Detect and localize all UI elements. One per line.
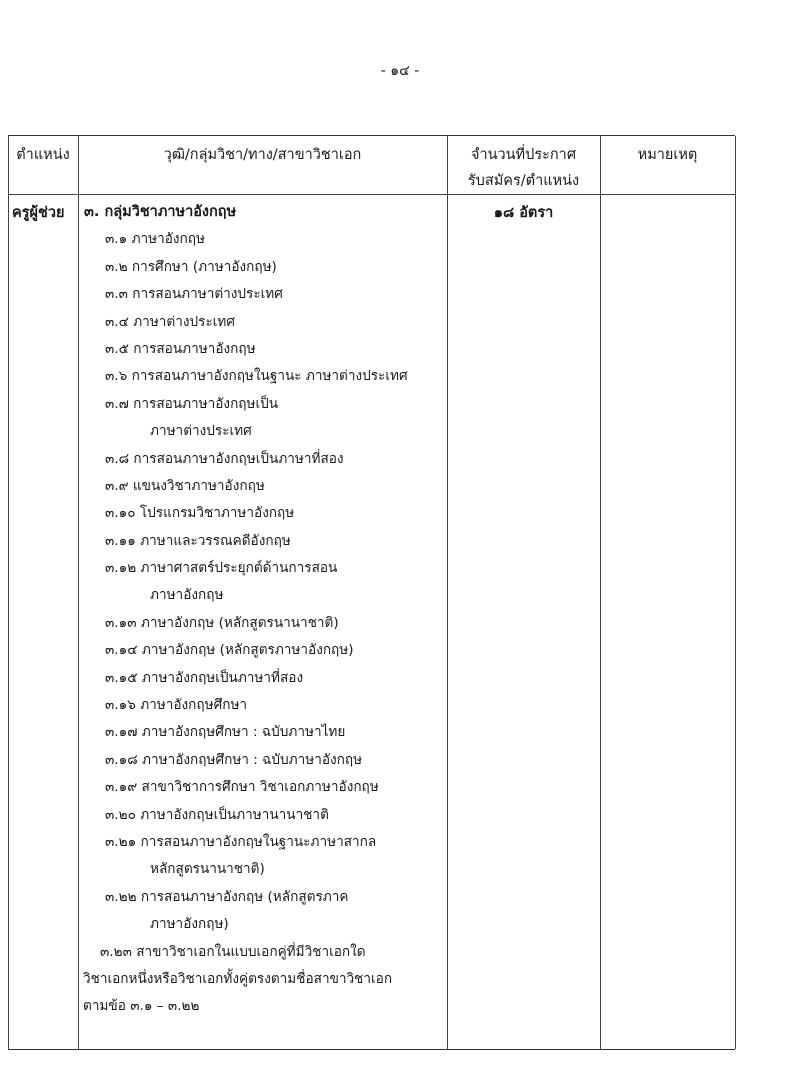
table-border — [735, 136, 736, 1049]
header-count-line2: รับสมัคร/ตำแหน่ง — [467, 173, 580, 189]
qualification-list — [78, 199, 448, 1021]
qualification-item: ๓.๑๒ ภาษาศาสตร์ประยุกต์ด้านการสอน — [105, 560, 338, 577]
header-position: ตำแหน่ง — [16, 147, 70, 163]
qualification-item: วิชาเอกหนึ่งหรือวิชาเอกทั้งคู่ตรงตามชื่อสาขาวิชาเอก — [83, 970, 393, 987]
qualification-item: ๓.๑ ภาษาอังกฤษ — [105, 231, 205, 248]
qualification-item: ๓.๑๙ สาขาวิชาการศึกษา วิชาเอกภาษาอังกฤษ — [105, 779, 379, 796]
qualification-item: ๓.๑๕ ภาษาอังกฤษเป็นภาษาที่สอง — [105, 669, 304, 686]
qualification-item: ๓.๙ แขนงวิชาภาษาอังกฤษ — [105, 477, 265, 494]
qualification-item: ๓.๘ การสอนภาษาอังกฤษเป็นภาษาที่สอง — [105, 450, 344, 467]
qualification-item: ๓.๑๔ ภาษาอังกฤษ (หลักสูตรภาษาอังกฤษ) — [105, 642, 354, 659]
count-cell: ๑๘ อัตรา — [493, 205, 554, 221]
table-border — [8, 136, 9, 1049]
header-remark: หมายเหตุ — [637, 147, 698, 163]
qualification-item: ๓.๒ การศึกษา (ภาษาอังกฤษ) — [105, 258, 277, 275]
qualification-item: หลักสูตรนานาชาติ) — [150, 861, 265, 878]
header-count — [447, 142, 600, 194]
qualification-item: ๓.๖ การสอนภาษาอังกฤษในฐานะ ภาษาต่างประเทศ — [105, 368, 408, 385]
qualification-item: ตามข้อ ๓.๑ – ๓.๒๒ — [83, 998, 200, 1015]
qualification-item: ๓.๒๒ การสอนภาษาอังกฤษ (หลักสูตรภาค — [105, 888, 349, 905]
qualification-item: ภาษาอังกฤษ — [150, 587, 224, 604]
qualification-item: ภาษาต่างประเทศ — [150, 423, 252, 440]
column-divider — [600, 136, 601, 1049]
qualification-item: ๓.๑๐ โปรแกรมวิชาภาษาอังกฤษ — [105, 505, 295, 522]
qualification-item: ๓.๒๓ สาขาวิชาเอกในแบบเอกคู่ที่มีวิชาเอกใด — [100, 943, 366, 960]
qualification-item: ๓.๑๑ ภาษาและวรรณคดีอังกฤษ — [105, 532, 291, 549]
header-divider — [8, 194, 735, 195]
qualification-item: ๓.๑๘ ภาษาอังกฤษศึกษา : ฉบับภาษาอังกฤษ — [105, 751, 363, 768]
qualification-table — [8, 135, 735, 1050]
header-count-line1: จำนวนที่ประกาศ — [470, 147, 577, 163]
qualification-item: ๓.๔ ภาษาต่างประเทศ — [105, 313, 235, 330]
header-qualification: วุฒิ/กลุ่มวิชา/ทาง/สาขาวิชาเอก — [163, 147, 362, 163]
subject-group-heading: ๓. กลุ่มวิชาภาษาอังกฤษ — [84, 204, 237, 220]
qualification-item: ภาษาอังกฤษ) — [150, 916, 229, 933]
qualification-item: ๓.๒๐ ภาษาอังกฤษเป็นภาษานานาชาติ — [105, 806, 329, 823]
qualification-item: ๓.๑๖ ภาษาอังกฤษศึกษา — [105, 697, 248, 714]
page-number: - ๑๔ - — [380, 63, 420, 79]
qualification-item: ๓.๑๓ ภาษาอังกฤษ (หลักสูตรนานาชาติ) — [105, 614, 339, 631]
qualification-item: ๓.๗ การสอนภาษาอังกฤษเป็น — [105, 395, 279, 412]
qualification-item: ๓.๒๑ การสอนภาษาอังกฤษในฐานะภาษาสากล — [105, 833, 377, 850]
qualification-item: ๓.๑๗ ภาษาอังกฤษศึกษา : ฉบับภาษาไทย — [105, 724, 346, 741]
position-cell: ครูผู้ช่วย — [12, 205, 65, 221]
qualification-item: ๓.๓ การสอนภาษาต่างประเทศ — [105, 286, 283, 303]
qualification-item: ๓.๕ การสอนภาษาอังกฤษ — [105, 340, 256, 357]
